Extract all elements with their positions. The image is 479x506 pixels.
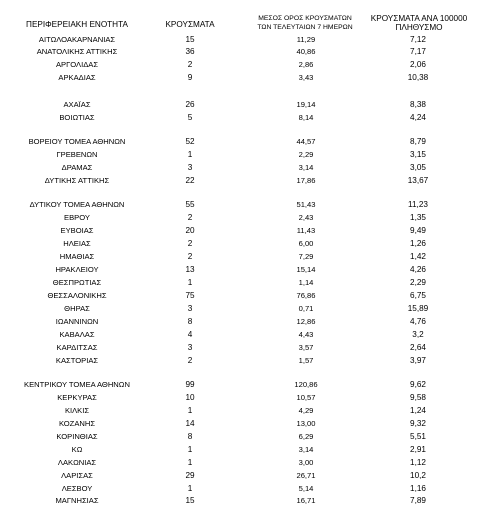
table-row: [0, 162, 479, 173]
cases-cell: 3: [187, 343, 193, 352]
region-cell: ΚΑΣΤΟΡΙΑΣ: [55, 356, 99, 365]
per-100000-cell: 9,58: [410, 393, 426, 402]
avg-7day-cell: 16,71: [296, 496, 316, 505]
per-100000-cell: 8,79: [410, 137, 426, 146]
avg-7day-cell: 5,14: [298, 484, 314, 493]
cases-cell: 75: [185, 291, 195, 300]
avg-7day-cell: 0,71: [298, 304, 314, 313]
table-row: [0, 457, 479, 468]
avg-7day-cell: 2,43: [298, 213, 314, 222]
avg-7day-cell: 4,29: [298, 406, 314, 415]
table-row: [0, 225, 479, 236]
per-100000-cell: 9,49: [410, 226, 426, 235]
table-row: [0, 355, 479, 366]
avg-7day-cell: 2,29: [298, 150, 314, 159]
region-cell: ΚΟΖΑΝΗΣ: [58, 419, 96, 428]
region-cell: ΘΕΣΣΑΛΟΝΙΚΗΣ: [47, 291, 107, 300]
per-100000-cell: 3,97: [410, 356, 426, 365]
region-cell: ΔΥΤΙΚΗΣ ΑΤΤΙΚΗΣ: [44, 176, 110, 185]
per-100000-cell: 9,62: [410, 380, 426, 389]
avg-7day-cell: 40,86: [296, 47, 316, 56]
avg-7day-cell: 2,86: [298, 60, 314, 69]
region-cell: ΒΟΙΩΤΙΑΣ: [59, 113, 95, 122]
avg-7day-cell: 11,29: [296, 35, 316, 44]
table-row: [0, 277, 479, 288]
region-cell: ΑΝΑΤΟΛΙΚΗΣ ΑΤΤΙΚΗΣ: [36, 47, 118, 56]
avg-7day-cell: 8,14: [298, 113, 314, 122]
avg-7day-cell: 120,86: [294, 380, 318, 389]
table-row: [0, 303, 479, 314]
avg-7day-cell: 1,14: [298, 278, 314, 287]
per-100000-cell: 4,76: [410, 317, 426, 326]
table-row: [0, 99, 479, 110]
per-100000-cell: 4,26: [410, 265, 426, 274]
cases-cell: 8: [187, 432, 193, 441]
cases-cell: 9: [187, 73, 193, 82]
region-cell: ΚΑΡΔΙΤΣΑΣ: [56, 343, 98, 352]
per-100000-cell: 7,89: [410, 496, 426, 505]
cases-cell: 20: [185, 226, 195, 235]
table-row: [0, 199, 479, 210]
avg-7day-cell: 44,57: [296, 137, 316, 146]
table-row: [0, 379, 479, 390]
avg-7day-cell: 1,57: [298, 356, 314, 365]
region-cell: ΚΑΒΑΛΑΣ: [59, 330, 95, 339]
cases-cell: 4: [187, 330, 193, 339]
per-100000-cell: 8,38: [410, 100, 426, 109]
region-cell: ΚΟΡΙΝΘΙΑΣ: [56, 432, 98, 441]
region-cell: ΑΧΑΪΑΣ: [63, 100, 91, 109]
table-row: [0, 136, 479, 147]
table-row: [0, 251, 479, 262]
avg-7day-cell: 76,86: [296, 291, 316, 300]
region-cell: ΚΩ: [71, 445, 83, 454]
table-row: [0, 72, 479, 83]
region-cell: ΛΑΚΩΝΙΑΣ: [57, 458, 97, 467]
region-cell: ΒΟΡΕΙΟΥ ΤΟΜΕΑ ΑΘΗΝΩΝ: [28, 137, 126, 146]
avg-7day-cell: 19,14: [296, 100, 316, 109]
avg-7day-cell: 12,86: [296, 317, 316, 326]
per-100000-cell: 7,12: [410, 35, 426, 44]
table-row: [0, 495, 479, 506]
per-100000-cell: 3,15: [410, 150, 426, 159]
per-100000-cell: 4,24: [410, 113, 426, 122]
avg-7day-cell: 26,71: [296, 471, 316, 480]
header-cases: ΚΡΟΥΣΜΑΤΑ: [165, 20, 215, 29]
avg-7day-cell: 3,43: [298, 73, 314, 82]
region-cell: ΔΡΑΜΑΣ: [61, 163, 93, 172]
cases-cell: 1: [187, 445, 193, 454]
table-row: [0, 175, 479, 186]
table-row: [0, 34, 479, 45]
region-cell: ΚΕΡΚΥΡΑΣ: [57, 393, 97, 402]
header-per-line2: ΠΛΗΘΥΣΜΟ: [395, 23, 443, 32]
cases-cell: 3: [187, 304, 193, 313]
region-cell: ΙΩΑΝΝΙΝΩΝ: [55, 317, 99, 326]
cases-cell: 2: [187, 252, 193, 261]
region-cell: ΕΒΡΟΥ: [64, 213, 90, 222]
region-cell: ΔΥΤΙΚΟΥ ΤΟΜΕΑ ΑΘΗΝΩΝ: [29, 200, 125, 209]
region-cell: ΑΡΓΟΛΙΔΑΣ: [55, 60, 99, 69]
per-100000-cell: 9,32: [410, 419, 426, 428]
avg-7day-cell: 51,43: [296, 200, 316, 209]
table-row: [0, 238, 479, 249]
cases-cell: 13: [185, 265, 195, 274]
region-cell: ΑΙΤΩΛΟΑΚΑΡΝΑΝΙΑΣ: [38, 35, 116, 44]
per-100000-cell: 3,05: [410, 163, 426, 172]
avg-7day-cell: 7,29: [298, 252, 314, 261]
cases-cell: 3: [187, 163, 193, 172]
region-cell: ΛΑΡΙΣΑΣ: [61, 471, 93, 480]
table-row: [0, 46, 479, 57]
table-row: [0, 112, 479, 123]
table-row: [0, 392, 479, 403]
table-row: [0, 342, 479, 353]
cases-cell: 8: [187, 317, 193, 326]
cases-cell: 1: [187, 458, 193, 467]
cases-cell: 2: [187, 239, 193, 248]
cases-cell: 52: [185, 137, 195, 146]
cases-cell: 1: [187, 406, 193, 415]
cases-cell: 55: [185, 200, 195, 209]
table-row: [0, 329, 479, 340]
avg-7day-cell: 11,43: [296, 226, 316, 235]
per-100000-cell: 1,16: [410, 484, 426, 493]
cases-cell: 1: [187, 484, 193, 493]
region-cell: ΜΑΓΝΗΣΙΑΣ: [55, 496, 99, 505]
table-row: [0, 483, 479, 494]
cases-cell: 1: [187, 278, 193, 287]
avg-7day-cell: 6,29: [298, 432, 314, 441]
per-100000-cell: 15,89: [407, 304, 429, 313]
per-100000-cell: 1,35: [410, 213, 426, 222]
per-100000-cell: 1,42: [410, 252, 426, 261]
avg-7day-cell: 3,14: [298, 445, 314, 454]
table-row: [0, 264, 479, 275]
cases-cell: 1: [187, 150, 193, 159]
region-cell: ΘΗΡΑΣ: [64, 304, 90, 313]
region-cell: ΘΕΣΠΡΩΤΙΑΣ: [52, 278, 102, 287]
table-row: [0, 418, 479, 429]
cases-cell: 26: [185, 100, 195, 109]
table-row: [0, 149, 479, 160]
cases-cell: 5: [187, 113, 193, 122]
avg-7day-cell: 3,00: [298, 458, 314, 467]
per-100000-cell: 1,12: [410, 458, 426, 467]
per-100000-cell: 3,2: [412, 330, 424, 339]
header-cases-per-100000: [360, 14, 478, 32]
region-cell: ΚΙΛΚΙΣ: [64, 406, 90, 415]
region-cell: ΗΜΑΘΙΑΣ: [59, 252, 95, 261]
per-100000-cell: 1,26: [410, 239, 426, 248]
table-row: [0, 290, 479, 301]
cases-cell: 2: [187, 60, 193, 69]
avg-7day-cell: 3,14: [298, 163, 314, 172]
per-100000-cell: 2,91: [410, 445, 426, 454]
cases-cell: 29: [185, 471, 195, 480]
cases-cell: 14: [185, 419, 195, 428]
avg-7day-cell: 13,00: [296, 419, 316, 428]
region-cell: ΑΡΚΑΔΙΑΣ: [58, 73, 96, 82]
header-region: ΠΕΡΙΦΕΡΕΙΑΚΗ ΕΝΟΤΗΤΑ: [26, 20, 128, 29]
avg-7day-cell: 15,14: [296, 265, 316, 274]
per-100000-cell: 7,17: [410, 47, 426, 56]
per-100000-cell: 1,24: [410, 406, 426, 415]
per-100000-cell: 11,23: [408, 200, 428, 209]
cases-cell: 99: [185, 380, 195, 389]
per-100000-cell: 10,38: [407, 73, 429, 82]
header-7day-average: [240, 14, 370, 32]
per-100000-cell: 10,2: [410, 471, 426, 480]
table-row: [0, 431, 479, 442]
header-avg-line1: ΜΕΣΟΣ ΟΡΟΣ ΚΡΟΥΣΜΑΤΩΝ: [258, 15, 352, 22]
cases-cell: 15: [185, 496, 195, 505]
table-row: [0, 405, 479, 416]
avg-7day-cell: 3,57: [298, 343, 314, 352]
cases-cell: 10: [185, 393, 195, 402]
cases-cell: 2: [187, 356, 193, 365]
table-row: [0, 444, 479, 455]
table-row: [0, 316, 479, 327]
avg-7day-cell: 17,86: [296, 176, 316, 185]
cases-cell: 15: [185, 35, 195, 44]
table-row: [0, 212, 479, 223]
region-cell: ΕΥΒΟΙΑΣ: [60, 226, 94, 235]
avg-7day-cell: 4,43: [298, 330, 314, 339]
per-100000-cell: 2,64: [410, 343, 426, 352]
per-100000-cell: 13,67: [407, 176, 429, 185]
cases-cell: 36: [185, 47, 195, 56]
region-cell: ΓΡΕΒΕΝΩΝ: [56, 150, 98, 159]
cases-cell: 22: [185, 176, 195, 185]
header-per-line1: ΚΡΟΥΣΜΑΤΑ ΑΝΑ 100000: [370, 14, 468, 23]
region-cell: ΗΛΕΙΑΣ: [63, 239, 91, 248]
avg-7day-cell: 10,57: [296, 393, 316, 402]
table-row: [0, 470, 479, 481]
region-cell: ΚΕΝΤΡΙΚΟΥ ΤΟΜΕΑ ΑΘΗΝΩΝ: [24, 380, 130, 389]
per-100000-cell: 5,51: [410, 432, 426, 441]
per-100000-cell: 2,29: [410, 278, 426, 287]
per-100000-cell: 2,06: [410, 60, 426, 69]
per-100000-cell: 6,75: [410, 291, 426, 300]
region-cell: ΛΕΣΒΟΥ: [61, 484, 93, 493]
header-avg-line2: ΤΩΝ ΤΕΛΕΥΤΑΙΩΝ 7 ΗΜΕΡΩΝ: [257, 24, 353, 31]
table-row: [0, 59, 479, 70]
cases-cell: 2: [187, 213, 193, 222]
avg-7day-cell: 6,00: [298, 239, 314, 248]
region-cell: ΗΡΑΚΛΕΙΟΥ: [55, 265, 99, 274]
